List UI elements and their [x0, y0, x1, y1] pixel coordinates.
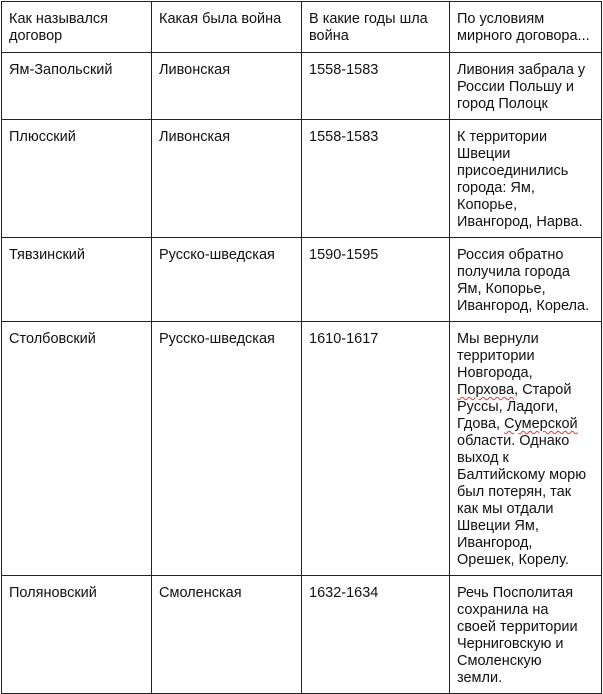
cell-years: 1558-1583	[302, 53, 450, 120]
cell-treaty-name: Плюсский	[2, 120, 152, 238]
cell-war: Русско-шведская	[152, 322, 302, 576]
cell-years: 1610-1617	[302, 322, 450, 576]
header-treaty-name: Как назывался договор	[2, 2, 152, 53]
cell-terms	[450, 322, 602, 576]
header-years: В какие годы шла война	[302, 2, 450, 53]
spellcheck-word[interactable]: Сумерской	[504, 416, 578, 432]
table-row	[2, 576, 602, 694]
table-row	[2, 53, 602, 120]
cell-treaty-name: Столбовский	[2, 322, 152, 576]
cell-treaty-name: Тявзинский	[2, 238, 152, 322]
table-row	[2, 238, 602, 322]
cell-terms: Речь Посполитая сохранила на своей территории Черниговскую и Смоленскую земли.	[450, 576, 602, 694]
treaties-table	[1, 1, 602, 694]
cell-treaty-name: Поляновский	[2, 576, 152, 694]
cell-war: Ливонская	[152, 120, 302, 238]
header-war: Какая была война	[152, 2, 302, 53]
cell-treaty-name: Ям-Запольский	[2, 53, 152, 120]
cell-war: Ливонская	[152, 53, 302, 120]
cell-terms: К территории Швеции присоединились города: Ям, Копорье, Ивангород, Нарва.	[450, 120, 602, 238]
cell-war: Смоленская	[152, 576, 302, 694]
cell-war: Русско-шведская	[152, 238, 302, 322]
table-row	[2, 322, 602, 576]
cell-years: 1590-1595	[302, 238, 450, 322]
spellcheck-word[interactable]: Порхова	[457, 382, 515, 398]
table-row	[2, 120, 602, 238]
table-header-row	[2, 2, 602, 53]
cell-terms: Ливония забрала у России Польшу и город Полоцк	[450, 53, 602, 120]
cell-years: 1632-1634	[302, 576, 450, 694]
terms-text: Мы вернули территории Новгорода, Порхова, Старой Руссы, Ладоги, Гдова, Сумерской области. Однако выход к Балтийскому морю был потерян, так как мы отдали Швеции Ям, Ивангород, Орешек, Корелу.	[457, 331, 587, 568]
cell-years: 1558-1583	[302, 120, 450, 238]
header-terms: По условиям мирного договора...	[450, 2, 602, 53]
cell-terms: Россия обратно получила города Ям, Копорье, Ивангород, Корела.	[450, 238, 602, 322]
